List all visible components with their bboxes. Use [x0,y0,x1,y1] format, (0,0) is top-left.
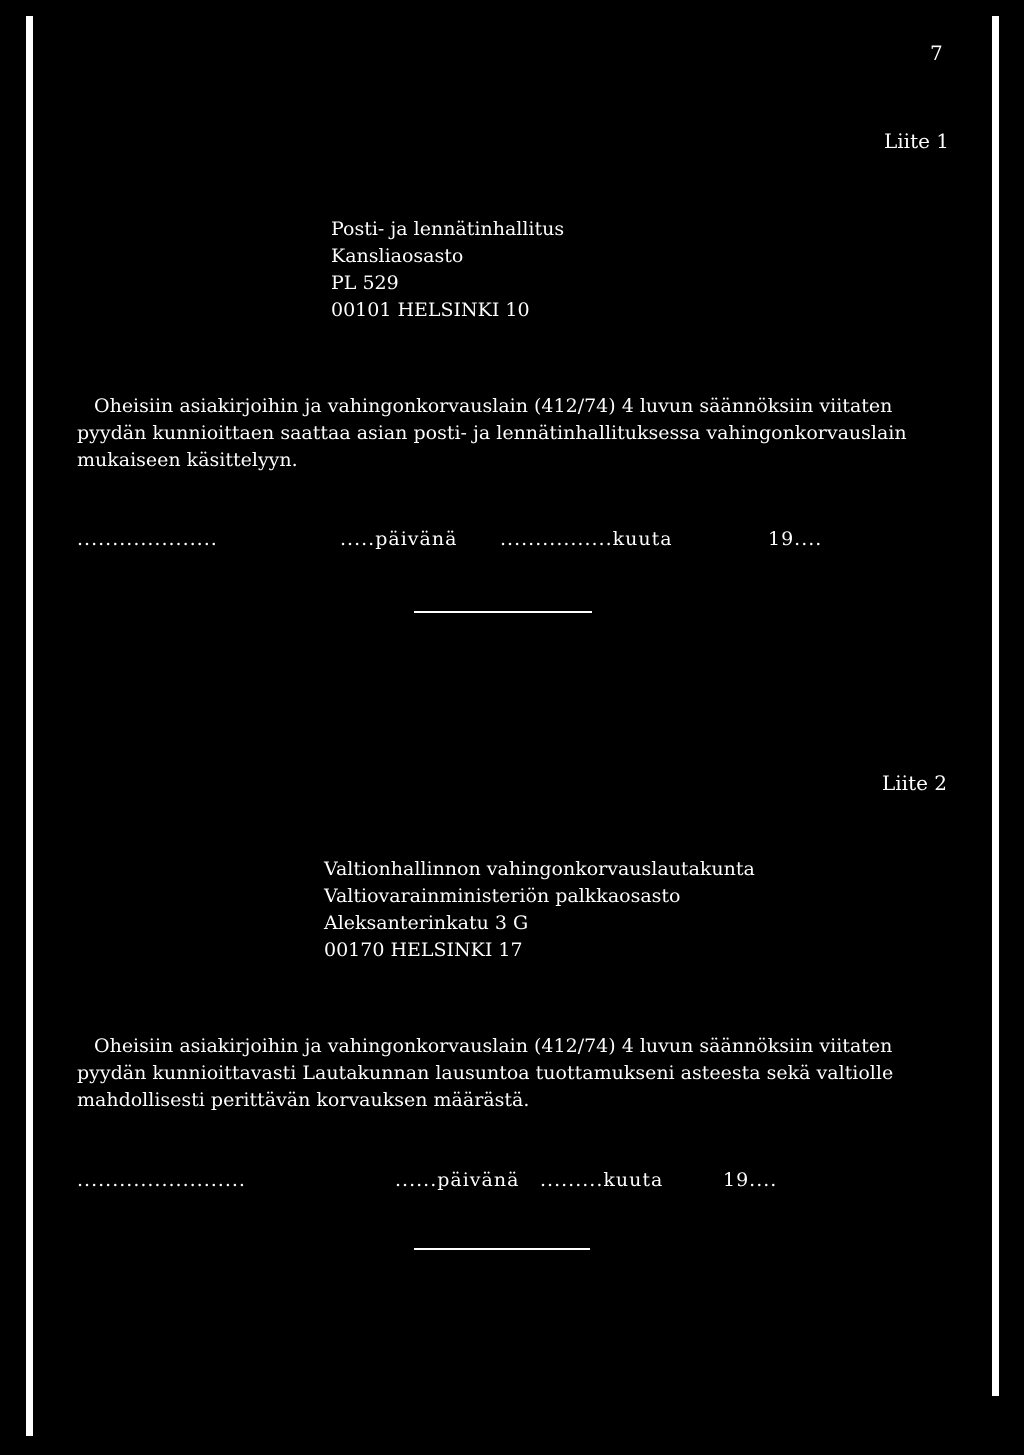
addressee-line: Aleksanterinkatu 3 G [324,912,529,934]
date-blank-day: ......päivänä [395,1169,520,1191]
addressee-line: Kansliaosasto [331,245,464,267]
right-border-bar [992,16,999,1396]
date-blank-year: 19.... [768,528,823,550]
body-text-line: Oheisiin asiakirjoihin ja vahingonkorvauslain (412/74) 4 luvun säännöksiin viitaten [94,1035,893,1057]
addressee-line: Valtionhallinnon vahingonkorvauslautakunta [324,858,755,880]
addressee-line: Valtiovarainministeriön palkkaosasto [324,885,681,907]
page-number: 7 [930,41,943,65]
appendix-1-label: Liite 1 [884,129,950,153]
addressee-line: 00101 HELSINKI 10 [331,299,530,321]
date-blank-place: ........................ [77,1169,246,1191]
addressee-line: 00170 HELSINKI 17 [324,939,523,961]
body-text-line: mahdollisesti perittävän korvauksen määrästä. [77,1089,530,1111]
body-text-line: mukaiseen käsittelyyn. [77,449,298,471]
date-blank-month: ................kuuta [500,528,673,550]
addressee-line: Posti- ja lennätinhallitus [331,218,565,240]
appendix-2-label: Liite 2 [882,771,948,795]
signature-line [414,611,592,613]
date-blank-day: .....päivänä [340,528,458,550]
date-blank-year: 19.... [723,1169,778,1191]
addressee-line: PL 529 [331,272,399,294]
date-blank-place: .................... [77,528,218,550]
date-blank-month: .........kuuta [540,1169,664,1191]
signature-line [414,1248,590,1250]
left-border-bar [26,16,33,1436]
body-text-line: Oheisiin asiakirjoihin ja vahingonkorvauslain (412/74) 4 luvun säännöksiin viitaten [94,395,893,417]
body-text-line: pyydän kunnioittavasti Lautakunnan lausuntoa tuottamukseni asteesta sekä valtiolle [77,1062,894,1084]
body-text-line: pyydän kunnioittaen saattaa asian posti- ja lennätinhallituksessa vahingonkorvauslain [77,422,907,444]
